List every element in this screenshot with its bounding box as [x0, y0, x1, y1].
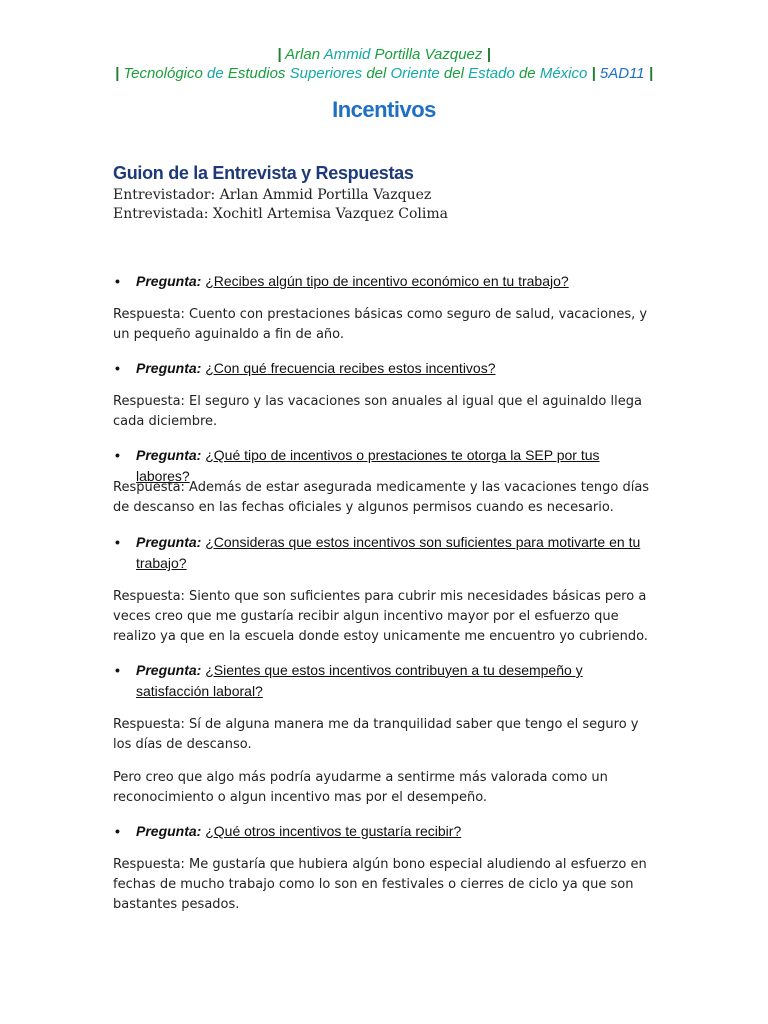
institution-word: de — [207, 65, 224, 82]
answer-paragraph: Pero creo que algo más podría ayudarme a sentirme más valorada como un reconocimiento o algun incentivo mas por el desempeño. — [113, 770, 608, 805]
question-label: Pregunta: — [136, 534, 202, 550]
institution-word: México — [539, 65, 588, 82]
institution-word: del — [443, 65, 464, 82]
header-separator: | — [277, 46, 282, 63]
author-header — [0, 46, 768, 63]
question-label: Pregunta: — [136, 360, 202, 376]
group-code: 5AD11 — [599, 65, 645, 82]
question-text: ¿Sientes que estos incentivos contribuyen a tu desempeño y satisfacción laboral? — [136, 662, 583, 699]
header-separator: | — [114, 65, 120, 82]
interviewee-line: Entrevistada: Xochitl Artemisa Vazquez Colima — [113, 206, 448, 222]
bullet-icon: • — [115, 662, 120, 678]
question-item — [113, 660, 653, 702]
institution-word: Tecnológico — [123, 65, 203, 82]
header-separator: | — [648, 65, 654, 82]
answer-paragraph: Respuesta: Me gustaría que hubiera algún bono especial aludiendo al esfuerzo en fechas de mucho trabajo como lo son en festivales o cierres de ciclo ya que son bastantes pesados. — [113, 857, 647, 912]
answer-paragraph: Respuesta: El seguro y las vacaciones son anuales al igual que el aguinaldo llega cada diciembre. — [113, 394, 642, 429]
question-text: ¿Recibes algún tipo de incentivo económico en tu trabajo? — [205, 273, 569, 289]
question-label: Pregunta: — [136, 447, 202, 463]
question-item — [113, 821, 653, 842]
author-last-name-2: Vazquez — [424, 46, 483, 63]
question-text: ¿Consideras que estos incentivos son suficientes para motivarte en tu trabajo? — [136, 534, 641, 571]
author-middle-name: Ammid — [323, 46, 371, 63]
question-item — [113, 358, 653, 379]
institution-header — [0, 65, 768, 82]
bullet-icon: • — [115, 823, 120, 839]
author-first-name: Arlan — [285, 46, 321, 63]
question-label: Pregunta: — [136, 273, 202, 289]
author-last-name-1: Portilla — [374, 46, 421, 63]
institution-word: Estado — [468, 65, 515, 82]
answer-paragraph: Respuesta: Cuento con prestaciones básicas como seguro de salud, vacaciones, y un pequeño aguinaldo a fin de año. — [113, 307, 648, 342]
question-item — [113, 532, 653, 574]
institution-word: de — [518, 65, 536, 82]
header-separator: | — [591, 65, 596, 82]
bullet-icon: • — [115, 447, 120, 463]
document-title: Incentivos — [332, 97, 436, 122]
bullet-icon: • — [115, 360, 120, 376]
institution-word: del — [366, 65, 387, 82]
institution-word: Estudios — [227, 65, 286, 82]
answer-paragraph: Respuesta: Además de estar asegurada medicamente y las vacaciones tengo días de descanso en las fechas oficiales y algunos permisos cuando es necesario. — [113, 480, 650, 515]
question-text: ¿Con qué frecuencia recibes estos incentivos? — [205, 360, 496, 376]
question-item — [113, 271, 653, 292]
bullet-icon: • — [115, 534, 120, 550]
interviewer-line: Entrevistador: Arlan Ammid Portilla Vazquez — [113, 187, 432, 203]
section-heading: Guion de la Entrevista y Respuestas — [113, 163, 414, 183]
question-text: ¿Qué otros incentivos te gustaría recibir? — [205, 823, 462, 839]
answer-paragraph: Respuesta: Sí de alguna manera me da tranquilidad saber que tengo el seguro y los días de descanso. — [113, 717, 639, 752]
institution-word: Oriente — [390, 65, 440, 82]
question-text: ¿Qué tipo de incentivos o prestaciones te otorga la SEP por tus labores? — [136, 447, 600, 484]
answer-paragraph: Respuesta: Siento que son suficientes para cubrir mis necesidades básicas pero a veces creo que me gustaría recibir algun incentivo mayor por el esfuerzo que realizo ya que en la escuela donde estoy unicamente me encuentro yo cubriendo. — [113, 589, 648, 644]
header-separator: | — [486, 46, 491, 63]
question-label: Pregunta: — [136, 823, 202, 839]
question-label: Pregunta: — [136, 662, 202, 678]
bullet-icon: • — [115, 273, 120, 289]
institution-word: Superiores — [289, 65, 363, 82]
